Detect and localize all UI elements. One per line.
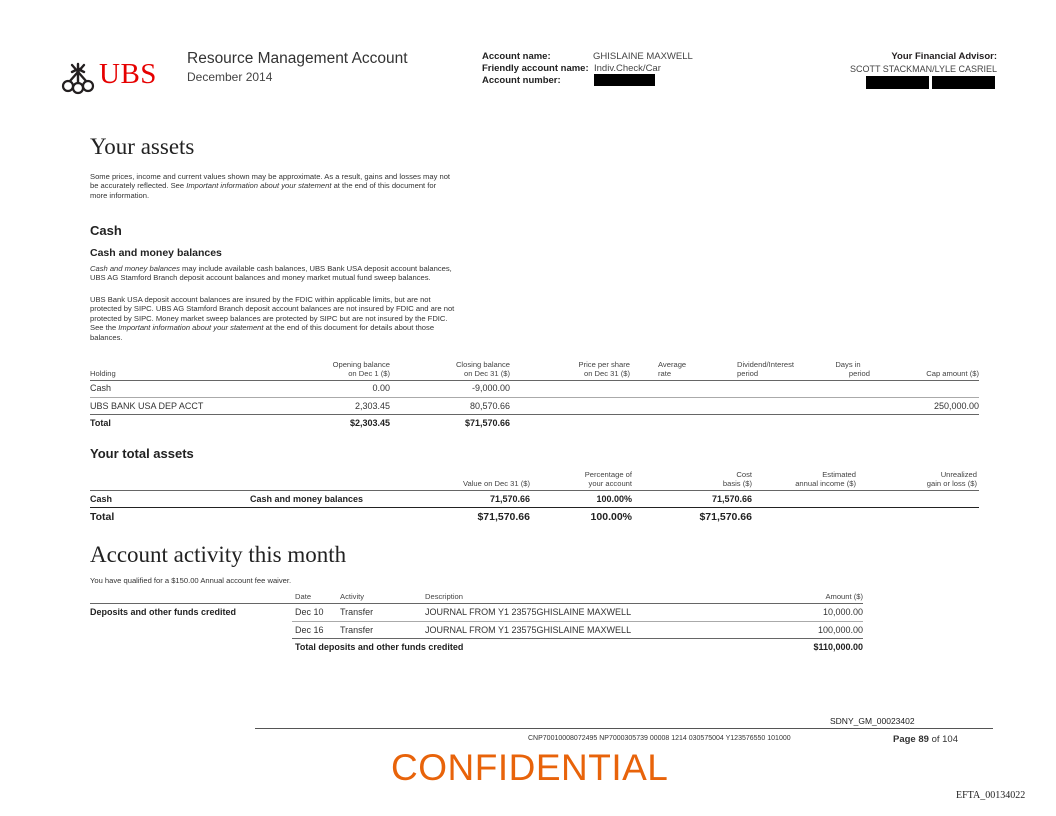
statement-period: December 2014 [187,70,273,84]
account-activity-heading: Account activity this month [90,542,347,567]
cash-row-2-opening: 2,303.45 [354,401,390,411]
activity-row-2-date: Dec 16 [295,625,324,635]
th-days-period: Days in period [835,360,870,378]
assets-intro: Some prices, income and current values shown may be approximate. As a result, gains and losses may not be accurately reflected. See Important information about your statement at the end of this document for more information. [90,172,451,200]
statement-code: CNP70010008072495 NP7000305739 00008 1214 030575004 Y123576550 101000 [528,735,791,742]
th-description: Description [425,592,463,601]
activity-row-2-description: JOURNAL FROM Y1 23575GHISLAINE MAXWELL [425,625,632,635]
cash-total-rule [90,414,979,415]
account-number-label: Account number: [482,75,561,86]
ubs-keys-logo-icon [58,62,98,96]
activity-row-1-activity: Transfer [340,607,374,617]
total-assets-header-rule [90,490,979,491]
cash-row-2-closing: 80,570.66 [469,401,510,411]
activity-row-1-date: Dec 10 [295,607,324,617]
financial-advisor-value: SCOTT STACKMAN/LYLE CASRIEL [849,64,997,74]
th-unrealized: Unrealized gain or loss ($) [926,470,977,488]
total-assets-row-cost: 71,570.66 [711,494,752,504]
activity-group-label: Deposits and other funds credited [90,607,237,617]
th-activity: Activity [340,592,365,601]
th-value-dec31: Value on Dec 31 ($) [463,479,530,488]
activity-header-rule [90,603,863,604]
account-number-redaction [594,74,655,86]
activity-row-1-amount: 10,000.00 [822,607,863,617]
cash-money-balances-heading: Cash and money balances [90,247,222,259]
th-closing: Closing balance on Dec 31 ($) [455,360,510,378]
th-percentage: Percentage of your account [584,470,632,488]
activity-row-divider [292,621,863,622]
your-total-assets-heading: Your total assets [90,446,194,461]
fee-waiver-note: You have qualified for a $150.00 Annual account fee waiver. [90,576,292,585]
th-opening: Opening balance on Dec 1 ($) [332,360,390,378]
activity-total-label: Total deposits and other funds credited [295,642,464,652]
cash-table-header-rule [90,380,979,381]
ubs-logo-text: UBS [99,58,157,90]
page-number: Page 89 of 104 [893,734,958,745]
total-assets-row-subcategory: Cash and money balances [250,494,364,504]
cash-money-balances-note: Cash and money balances may include available cash balances, UBS Bank USA deposit account balances, UBS AG Stamford Branch deposit account balances and money market mutual fund sweep balances. [90,264,452,283]
cash-heading: Cash [90,223,122,238]
activity-row-1-description: JOURNAL FROM Y1 23575GHISLAINE MAXWELL [425,607,632,617]
total-assets-total-cost: $71,570.66 [699,511,752,523]
th-price: Price per share on Dec 31 ($) [578,360,630,378]
total-assets-row-pct: 100.00% [596,494,632,504]
th-cost-basis: Cost basis ($) [722,470,752,488]
total-assets-total-label: Total [90,511,115,523]
activity-row-2-amount: 100,000.00 [817,625,863,635]
cash-row-1-closing: -9,000.00 [471,383,510,393]
advisor-redaction-1 [866,76,929,89]
statement-title: Resource Management Account [187,50,408,67]
cash-row-2-holding: UBS BANK USA DEP ACCT [90,401,204,411]
footer-rule [255,728,993,729]
account-name-value: GHISLAINE MAXWELL [593,51,693,62]
cash-row-divider [90,397,979,398]
th-date: Date [295,592,312,601]
your-assets-heading: Your assets [90,134,195,159]
th-cap-amount: Cap amount ($) [926,369,979,378]
advisor-redaction-2 [932,76,995,89]
efta-number: EFTA_00134022 [956,790,1026,801]
cash-total-closing: $71,570.66 [464,418,510,428]
deposit-insurance-note: UBS Bank USA deposit account balances are insured by the FDIC within applicable limits, but are not protected by SIPC. UBS AG Stamford Branch deposit account balances are not insured by FDIC and are not protected by SIPC. Money market sweep balances are protected by SIPC but are not insured by the FDIC. See the Important information about your statement at the end of this document for details about those balances. [90,295,455,342]
cash-total-opening: $2,303.45 [349,418,390,428]
th-estimated-income: Estimated annual income ($) [795,470,856,488]
friendly-name-value: Indiv.Check/Car [594,63,661,74]
activity-total-amount: $110,000.00 [813,642,863,652]
total-assets-row-category: Cash [90,494,113,504]
activity-total-rule [292,638,863,639]
th-amount: Amount ($) [825,592,863,601]
th-average-rate: Average rate [658,360,687,378]
total-assets-total-rule [90,507,979,508]
account-name-label: Account name: [482,51,551,62]
activity-row-2-activity: Transfer [340,625,374,635]
total-assets-total-value: $71,570.66 [477,511,530,523]
friendly-name-label: Friendly account name: [482,63,589,74]
cash-row-1-holding: Cash [90,383,112,393]
th-dividend-period: Dividend/Interest period [737,360,794,378]
cash-row-2-cap: 250,000.00 [933,401,979,411]
total-assets-total-pct: 100.00% [590,511,632,523]
total-assets-row-value: 71,570.66 [489,494,530,504]
cash-row-1-opening: 0.00 [372,383,390,393]
bates-number: SDNY_GM_00023402 [830,716,915,726]
th-holding: Holding [90,369,116,378]
cash-total-label: Total [90,418,111,428]
financial-advisor-label: Your Financial Advisor: [891,51,997,62]
confidential-stamp: CONFIDENTIAL [391,747,669,788]
